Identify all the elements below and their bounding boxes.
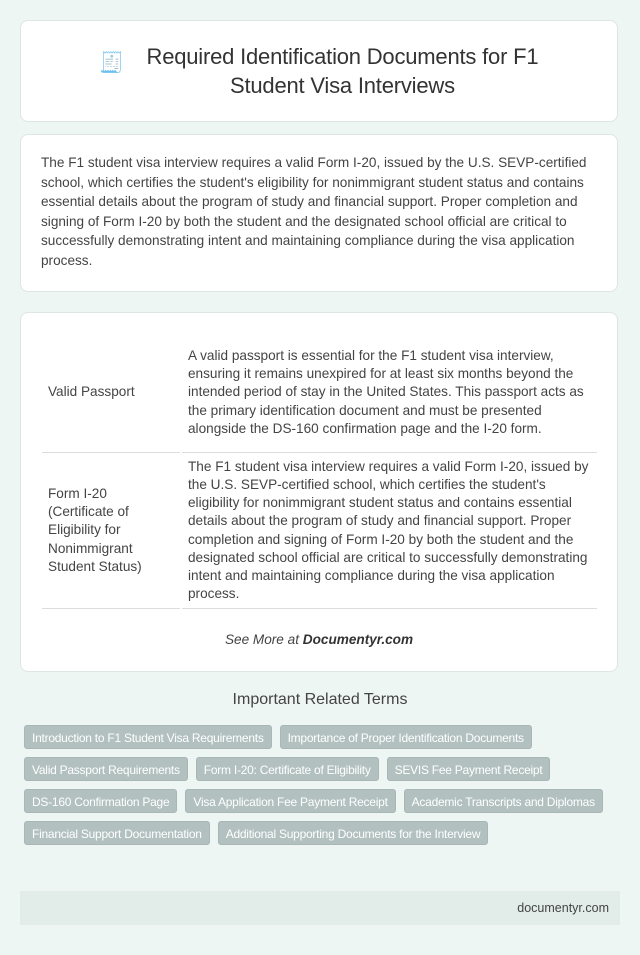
receipt-icon: 🧾: [99, 52, 124, 74]
related-term-tag[interactable]: Financial Support Documentation: [24, 821, 210, 845]
document-description: The F1 student visa interview requires a valid Form I-20, issued by the U.S. SEVP-certified school, which certifies the student's eligibility for nonimmigrant student status and contains essential details about the program of study and financial support. Proper completion and signing of Form I-20 by both the student and the designated school official are critical to successfully demonstrating intent and maintaining compliance during the visa application process.: [182, 453, 597, 609]
see-more-prefix: See More at: [224, 632, 303, 647]
related-term-tag[interactable]: Form I-20: Certificate of Eligibility: [196, 757, 379, 781]
documents-table: [40, 333, 599, 609]
page-title: Required Identification Documents for F1 Student Visa Interviews: [146, 44, 539, 98]
intro-card: [20, 134, 618, 292]
see-more-link[interactable]: Documentyr.com: [302, 632, 414, 647]
related-term-tag[interactable]: SEVIS Fee Payment Receipt: [387, 757, 551, 781]
related-term-tag[interactable]: DS-160 Confirmation Page: [24, 789, 177, 813]
related-term-tag[interactable]: Introduction to F1 Student Visa Requirements: [24, 725, 272, 749]
document-name: Valid Passport: [42, 333, 180, 453]
table-row: [42, 333, 597, 453]
related-term-tag[interactable]: Visa Application Fee Payment Receipt: [185, 789, 395, 813]
table-row: [42, 453, 597, 609]
intro-text: The F1 student visa interview requires a valid Form I-20, issued by the U.S. SEVP-certified school, which certifies the student's eligibility for nonimmigrant student status and contains essential details about the program of study and financial support. Proper completion and signing of Form I-20 by both the student and the designated school official are critical to successfully demonstrating intent and maintaining compliance during the visa application process.: [41, 155, 587, 268]
related-term-tag[interactable]: Additional Supporting Documents for the Interview: [218, 821, 489, 845]
footer-site-link[interactable]: documentyr.com: [517, 901, 609, 915]
header-card: [20, 20, 618, 122]
document-name: Form I-20 (Certificate of Eligibility for Nonimmigrant Student Status): [42, 453, 180, 609]
footer: [20, 891, 620, 925]
related-term-tag[interactable]: Importance of Proper Identification Documents: [280, 725, 532, 749]
related-terms-title: Important Related Terms: [232, 691, 408, 708]
document-description: A valid passport is essential for the F1 student visa interview, ensuring it remains unexpired for at least six months beyond the intended period of stay in the United States. This passport acts as the primary identification document and must be presented alongside the DS-160 confirmation page and the I-20 form.: [182, 333, 597, 453]
see-more: [21, 632, 617, 647]
related-term-tag[interactable]: Valid Passport Requirements: [24, 757, 188, 781]
documents-table-card: [20, 312, 618, 672]
related-terms-tags: [24, 725, 624, 845]
related-term-tag[interactable]: Academic Transcripts and Diplomas: [404, 789, 603, 813]
